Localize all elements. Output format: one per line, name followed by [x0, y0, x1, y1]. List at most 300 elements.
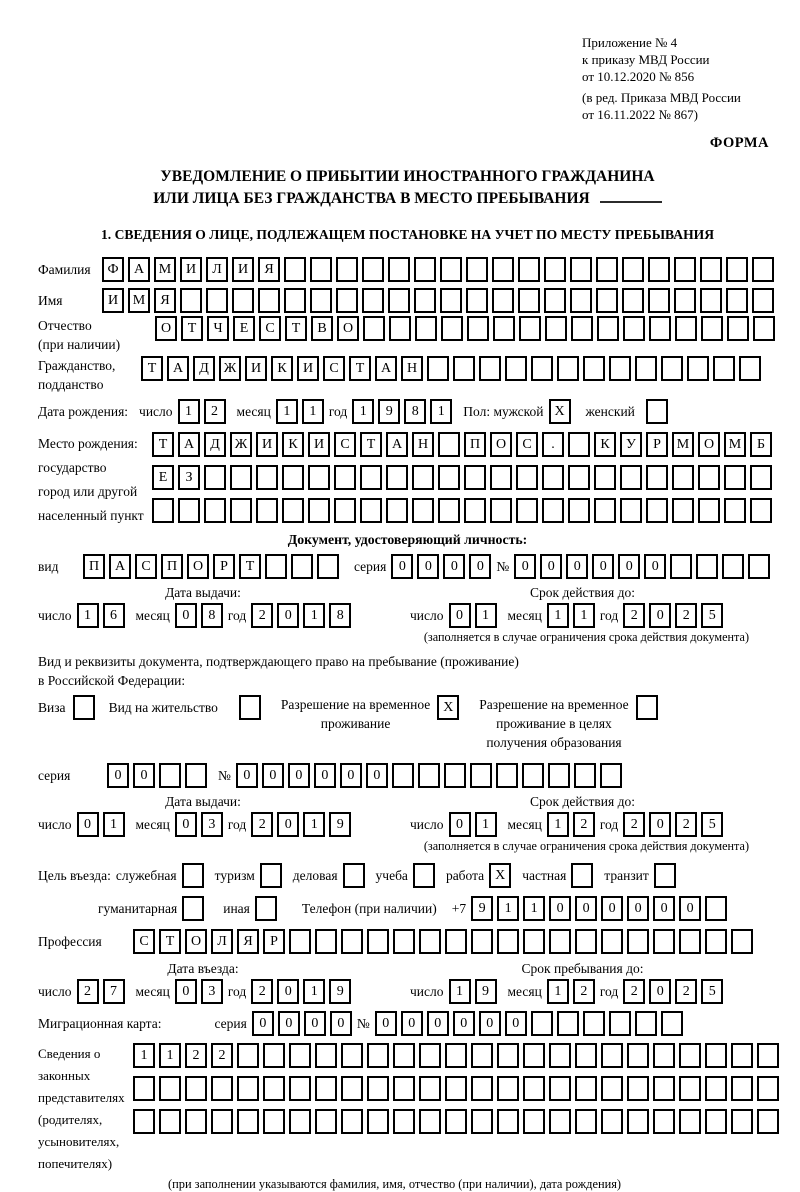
- char-box[interactable]: 0: [277, 979, 299, 1004]
- char-box[interactable]: [750, 498, 772, 523]
- char-box[interactable]: [496, 763, 518, 788]
- char-box[interactable]: [336, 257, 358, 282]
- char-box[interactable]: [237, 1043, 259, 1068]
- char-box[interactable]: Ж: [230, 432, 252, 457]
- char-box[interactable]: Р: [213, 554, 235, 579]
- char-box[interactable]: [731, 1043, 753, 1068]
- char-box[interactable]: [260, 863, 282, 888]
- char-box[interactable]: [310, 288, 332, 313]
- char-box[interactable]: 1: [303, 979, 325, 1004]
- char-box[interactable]: [649, 316, 671, 341]
- char-box[interactable]: [73, 695, 95, 720]
- char-box[interactable]: [698, 465, 720, 490]
- char-box[interactable]: И: [180, 257, 202, 282]
- char-box[interactable]: 1: [276, 399, 298, 424]
- char-box[interactable]: [568, 465, 590, 490]
- char-box[interactable]: [388, 257, 410, 282]
- char-box[interactable]: Я: [258, 257, 280, 282]
- char-box[interactable]: [467, 316, 489, 341]
- char-box[interactable]: А: [178, 432, 200, 457]
- char-box[interactable]: А: [167, 356, 189, 381]
- char-box[interactable]: [263, 1043, 285, 1068]
- char-box[interactable]: 1: [302, 399, 324, 424]
- char-box[interactable]: [256, 498, 278, 523]
- char-box[interactable]: 5: [701, 603, 723, 628]
- char-box[interactable]: [601, 1109, 623, 1134]
- char-box[interactable]: [185, 763, 207, 788]
- char-box[interactable]: [315, 929, 337, 954]
- char-box[interactable]: [583, 1011, 605, 1036]
- char-box[interactable]: [230, 465, 252, 490]
- char-box[interactable]: В: [311, 316, 333, 341]
- char-box[interactable]: [255, 896, 277, 921]
- char-box[interactable]: [672, 465, 694, 490]
- char-box[interactable]: [544, 288, 566, 313]
- char-box[interactable]: 2: [675, 603, 697, 628]
- char-box[interactable]: [388, 288, 410, 313]
- char-box[interactable]: 0: [340, 763, 362, 788]
- char-box[interactable]: [362, 288, 384, 313]
- char-box[interactable]: [661, 356, 683, 381]
- char-box[interactable]: 0: [575, 896, 597, 921]
- char-box[interactable]: [549, 1076, 571, 1101]
- char-box[interactable]: [133, 1076, 155, 1101]
- char-box[interactable]: [445, 1076, 467, 1101]
- char-box[interactable]: 0: [649, 812, 671, 837]
- char-box[interactable]: [152, 498, 174, 523]
- char-box[interactable]: [635, 1011, 657, 1036]
- char-box[interactable]: [757, 1043, 779, 1068]
- char-box[interactable]: [523, 1109, 545, 1134]
- char-box[interactable]: [544, 257, 566, 282]
- char-box[interactable]: [343, 863, 365, 888]
- char-box[interactable]: [237, 1109, 259, 1134]
- char-box[interactable]: [232, 288, 254, 313]
- char-box[interactable]: [601, 1043, 623, 1068]
- char-box[interactable]: 2: [204, 399, 226, 424]
- char-box[interactable]: [308, 465, 330, 490]
- char-box[interactable]: 0: [627, 896, 649, 921]
- char-box[interactable]: 8: [329, 603, 351, 628]
- char-box[interactable]: [687, 356, 709, 381]
- char-box[interactable]: З: [178, 465, 200, 490]
- char-box[interactable]: [471, 929, 493, 954]
- char-box[interactable]: [724, 498, 746, 523]
- char-box[interactable]: 0: [443, 554, 465, 579]
- char-box[interactable]: Т: [285, 316, 307, 341]
- char-box[interactable]: 1: [103, 812, 125, 837]
- char-box[interactable]: 0: [330, 1011, 352, 1036]
- char-box[interactable]: [523, 1076, 545, 1101]
- char-box[interactable]: [367, 1043, 389, 1068]
- char-box[interactable]: [549, 929, 571, 954]
- char-box[interactable]: [363, 316, 385, 341]
- char-box[interactable]: [752, 257, 774, 282]
- char-box[interactable]: 2: [251, 603, 273, 628]
- char-box[interactable]: 2: [623, 979, 645, 1004]
- char-box[interactable]: 0: [618, 554, 640, 579]
- char-box[interactable]: 9: [329, 979, 351, 1004]
- char-box[interactable]: [211, 1109, 233, 1134]
- char-box[interactable]: [239, 695, 261, 720]
- char-box[interactable]: [523, 929, 545, 954]
- char-box[interactable]: [570, 257, 592, 282]
- char-box[interactable]: [609, 1011, 631, 1036]
- char-box[interactable]: [414, 288, 436, 313]
- char-box[interactable]: [367, 1109, 389, 1134]
- char-box[interactable]: 0: [175, 979, 197, 1004]
- char-box[interactable]: [185, 1076, 207, 1101]
- char-box[interactable]: Т: [141, 356, 163, 381]
- char-box[interactable]: 0: [679, 896, 701, 921]
- char-box[interactable]: [427, 356, 449, 381]
- char-box[interactable]: [648, 257, 670, 282]
- char-box[interactable]: [317, 554, 339, 579]
- char-box[interactable]: [438, 465, 460, 490]
- char-box[interactable]: 2: [573, 979, 595, 1004]
- char-box[interactable]: [497, 1109, 519, 1134]
- char-box[interactable]: [571, 316, 593, 341]
- char-box[interactable]: [672, 498, 694, 523]
- char-box[interactable]: [722, 554, 744, 579]
- char-box[interactable]: 0: [505, 1011, 527, 1036]
- char-box[interactable]: 1: [303, 812, 325, 837]
- char-box[interactable]: 0: [401, 1011, 423, 1036]
- char-box[interactable]: 1: [475, 812, 497, 837]
- char-box[interactable]: [568, 432, 590, 457]
- char-box[interactable]: [679, 1109, 701, 1134]
- char-box[interactable]: [284, 257, 306, 282]
- char-box[interactable]: 0: [540, 554, 562, 579]
- char-box[interactable]: [542, 498, 564, 523]
- char-box[interactable]: [315, 1043, 337, 1068]
- char-box[interactable]: [464, 498, 486, 523]
- char-box[interactable]: [705, 1043, 727, 1068]
- char-box[interactable]: [523, 1043, 545, 1068]
- char-box[interactable]: [679, 1043, 701, 1068]
- char-box[interactable]: [336, 288, 358, 313]
- char-box[interactable]: [571, 863, 593, 888]
- char-box[interactable]: [211, 1076, 233, 1101]
- char-box[interactable]: О: [698, 432, 720, 457]
- char-box[interactable]: [622, 288, 644, 313]
- char-box[interactable]: 3: [201, 979, 223, 1004]
- char-box[interactable]: 0: [566, 554, 588, 579]
- char-box[interactable]: С: [133, 929, 155, 954]
- char-box[interactable]: [698, 498, 720, 523]
- char-box[interactable]: [636, 695, 658, 720]
- char-box[interactable]: 8: [404, 399, 426, 424]
- char-box[interactable]: [516, 498, 538, 523]
- char-box[interactable]: [575, 1109, 597, 1134]
- char-box[interactable]: [620, 465, 642, 490]
- char-box[interactable]: [159, 1109, 181, 1134]
- char-box[interactable]: [726, 288, 748, 313]
- char-box[interactable]: 2: [211, 1043, 233, 1068]
- char-box[interactable]: 9: [471, 896, 493, 921]
- char-box[interactable]: [413, 863, 435, 888]
- char-box[interactable]: [471, 1076, 493, 1101]
- char-box[interactable]: [419, 929, 441, 954]
- char-box[interactable]: [600, 763, 622, 788]
- char-box[interactable]: 0: [314, 763, 336, 788]
- char-box[interactable]: 9: [378, 399, 400, 424]
- char-box[interactable]: [497, 1076, 519, 1101]
- char-box[interactable]: [440, 288, 462, 313]
- char-box[interactable]: [263, 1076, 285, 1101]
- char-box[interactable]: [674, 257, 696, 282]
- char-box[interactable]: [479, 356, 501, 381]
- char-box[interactable]: [315, 1076, 337, 1101]
- char-box[interactable]: [570, 288, 592, 313]
- char-box[interactable]: 1: [430, 399, 452, 424]
- char-box[interactable]: 0: [417, 554, 439, 579]
- char-box[interactable]: [453, 356, 475, 381]
- char-box[interactable]: 3: [201, 812, 223, 837]
- char-box[interactable]: 2: [77, 979, 99, 1004]
- char-box[interactable]: [493, 316, 515, 341]
- char-box[interactable]: [627, 929, 649, 954]
- char-box[interactable]: [596, 257, 618, 282]
- char-box[interactable]: [204, 465, 226, 490]
- char-box[interactable]: 1: [449, 979, 471, 1004]
- char-box[interactable]: 6: [103, 603, 125, 628]
- char-box[interactable]: [701, 316, 723, 341]
- char-box[interactable]: 0: [175, 603, 197, 628]
- char-box[interactable]: 2: [251, 979, 273, 1004]
- char-box[interactable]: X: [437, 695, 459, 720]
- char-box[interactable]: [627, 1109, 649, 1134]
- char-box[interactable]: [497, 929, 519, 954]
- char-box[interactable]: Т: [159, 929, 181, 954]
- char-box[interactable]: Л: [211, 929, 233, 954]
- char-box[interactable]: [466, 288, 488, 313]
- char-box[interactable]: Е: [233, 316, 255, 341]
- char-box[interactable]: [518, 288, 540, 313]
- char-box[interactable]: [696, 554, 718, 579]
- char-box[interactable]: М: [724, 432, 746, 457]
- char-box[interactable]: Н: [412, 432, 434, 457]
- char-box[interactable]: 0: [653, 896, 675, 921]
- char-box[interactable]: [601, 929, 623, 954]
- char-box[interactable]: 0: [592, 554, 614, 579]
- char-box[interactable]: [418, 763, 440, 788]
- char-box[interactable]: [159, 763, 181, 788]
- char-box[interactable]: [159, 1076, 181, 1101]
- char-box[interactable]: 0: [644, 554, 666, 579]
- char-box[interactable]: [519, 316, 541, 341]
- char-box[interactable]: [490, 498, 512, 523]
- char-box[interactable]: [393, 1109, 415, 1134]
- char-box[interactable]: А: [109, 554, 131, 579]
- char-box[interactable]: Я: [237, 929, 259, 954]
- char-box[interactable]: 0: [366, 763, 388, 788]
- char-box[interactable]: [412, 465, 434, 490]
- char-box[interactable]: [438, 498, 460, 523]
- char-box[interactable]: 0: [514, 554, 536, 579]
- char-box[interactable]: [594, 465, 616, 490]
- char-box[interactable]: С: [516, 432, 538, 457]
- char-box[interactable]: 1: [159, 1043, 181, 1068]
- char-box[interactable]: 0: [601, 896, 623, 921]
- char-box[interactable]: [392, 763, 414, 788]
- char-box[interactable]: 9: [475, 979, 497, 1004]
- char-box[interactable]: И: [245, 356, 267, 381]
- char-box[interactable]: [133, 1109, 155, 1134]
- char-box[interactable]: [548, 763, 570, 788]
- char-box[interactable]: 0: [175, 812, 197, 837]
- char-box[interactable]: 0: [304, 1011, 326, 1036]
- char-box[interactable]: [263, 1109, 285, 1134]
- char-box[interactable]: С: [259, 316, 281, 341]
- char-box[interactable]: 0: [649, 603, 671, 628]
- char-box[interactable]: [445, 929, 467, 954]
- char-box[interactable]: [753, 316, 775, 341]
- char-box[interactable]: [471, 1043, 493, 1068]
- char-box[interactable]: [256, 465, 278, 490]
- char-box[interactable]: [661, 1011, 683, 1036]
- char-box[interactable]: [471, 1109, 493, 1134]
- char-box[interactable]: [648, 288, 670, 313]
- char-box[interactable]: [731, 929, 753, 954]
- char-box[interactable]: [557, 1011, 579, 1036]
- char-box[interactable]: [291, 554, 313, 579]
- char-box[interactable]: [265, 554, 287, 579]
- char-box[interactable]: [341, 929, 363, 954]
- char-box[interactable]: [289, 929, 311, 954]
- char-box[interactable]: П: [464, 432, 486, 457]
- char-box[interactable]: 0: [469, 554, 491, 579]
- char-box[interactable]: [341, 1076, 363, 1101]
- char-box[interactable]: [549, 1109, 571, 1134]
- char-box[interactable]: [597, 316, 619, 341]
- char-box[interactable]: [393, 929, 415, 954]
- char-box[interactable]: [583, 356, 605, 381]
- char-box[interactable]: [206, 288, 228, 313]
- char-box[interactable]: [178, 498, 200, 523]
- char-box[interactable]: [341, 1109, 363, 1134]
- char-box[interactable]: [757, 1076, 779, 1101]
- char-box[interactable]: О: [187, 554, 209, 579]
- char-box[interactable]: [308, 498, 330, 523]
- char-box[interactable]: 0: [391, 554, 413, 579]
- char-box[interactable]: 2: [623, 603, 645, 628]
- char-box[interactable]: [289, 1109, 311, 1134]
- char-box[interactable]: [752, 288, 774, 313]
- char-box[interactable]: М: [128, 288, 150, 313]
- char-box[interactable]: [258, 288, 280, 313]
- char-box[interactable]: Л: [206, 257, 228, 282]
- char-box[interactable]: Р: [263, 929, 285, 954]
- char-box[interactable]: 1: [547, 603, 569, 628]
- char-box[interactable]: [531, 356, 553, 381]
- char-box[interactable]: .: [542, 432, 564, 457]
- char-box[interactable]: [466, 257, 488, 282]
- char-box[interactable]: М: [672, 432, 694, 457]
- char-box[interactable]: [497, 1043, 519, 1068]
- char-box[interactable]: 0: [278, 1011, 300, 1036]
- char-box[interactable]: [389, 316, 411, 341]
- char-box[interactable]: К: [594, 432, 616, 457]
- char-box[interactable]: [575, 929, 597, 954]
- char-box[interactable]: [705, 1109, 727, 1134]
- char-box[interactable]: 0: [549, 896, 571, 921]
- char-box[interactable]: 2: [675, 812, 697, 837]
- char-box[interactable]: Т: [239, 554, 261, 579]
- char-box[interactable]: [360, 498, 382, 523]
- char-box[interactable]: [282, 465, 304, 490]
- char-box[interactable]: [334, 465, 356, 490]
- char-box[interactable]: 0: [252, 1011, 274, 1036]
- char-box[interactable]: [654, 863, 676, 888]
- char-box[interactable]: [334, 498, 356, 523]
- char-box[interactable]: [635, 356, 657, 381]
- char-box[interactable]: К: [282, 432, 304, 457]
- char-box[interactable]: К: [271, 356, 293, 381]
- char-box[interactable]: [705, 1076, 727, 1101]
- char-box[interactable]: 1: [352, 399, 374, 424]
- char-box[interactable]: [674, 288, 696, 313]
- char-box[interactable]: [419, 1109, 441, 1134]
- char-box[interactable]: 1: [303, 603, 325, 628]
- char-box[interactable]: [441, 316, 463, 341]
- char-box[interactable]: 1: [77, 603, 99, 628]
- char-box[interactable]: М: [154, 257, 176, 282]
- char-box[interactable]: [237, 1076, 259, 1101]
- char-box[interactable]: Н: [401, 356, 423, 381]
- char-box[interactable]: [204, 498, 226, 523]
- char-box[interactable]: 0: [449, 812, 471, 837]
- char-box[interactable]: 0: [277, 603, 299, 628]
- char-box[interactable]: 0: [375, 1011, 397, 1036]
- char-box[interactable]: 1: [547, 812, 569, 837]
- char-box[interactable]: 9: [329, 812, 351, 837]
- char-box[interactable]: [492, 257, 514, 282]
- char-box[interactable]: [724, 465, 746, 490]
- char-box[interactable]: 0: [77, 812, 99, 837]
- char-box[interactable]: [185, 1109, 207, 1134]
- char-box[interactable]: Е: [152, 465, 174, 490]
- char-box[interactable]: 1: [497, 896, 519, 921]
- char-box[interactable]: О: [155, 316, 177, 341]
- char-box[interactable]: [445, 1109, 467, 1134]
- char-box[interactable]: [393, 1076, 415, 1101]
- char-box[interactable]: [284, 288, 306, 313]
- char-box[interactable]: [180, 288, 202, 313]
- char-box[interactable]: Т: [360, 432, 382, 457]
- char-box[interactable]: 2: [573, 812, 595, 837]
- char-box[interactable]: [470, 763, 492, 788]
- char-box[interactable]: [415, 316, 437, 341]
- char-box[interactable]: 1: [475, 603, 497, 628]
- char-box[interactable]: 0: [649, 979, 671, 1004]
- char-box[interactable]: [731, 1109, 753, 1134]
- char-box[interactable]: [609, 356, 631, 381]
- char-box[interactable]: X: [489, 863, 511, 888]
- char-box[interactable]: [679, 929, 701, 954]
- char-box[interactable]: С: [135, 554, 157, 579]
- char-box[interactable]: И: [308, 432, 330, 457]
- char-box[interactable]: И: [256, 432, 278, 457]
- char-box[interactable]: [713, 356, 735, 381]
- char-box[interactable]: [414, 257, 436, 282]
- char-box[interactable]: П: [83, 554, 105, 579]
- char-box[interactable]: 1: [133, 1043, 155, 1068]
- char-box[interactable]: [705, 929, 727, 954]
- char-box[interactable]: Ч: [207, 316, 229, 341]
- char-box[interactable]: 1: [547, 979, 569, 1004]
- char-box[interactable]: 0: [107, 763, 129, 788]
